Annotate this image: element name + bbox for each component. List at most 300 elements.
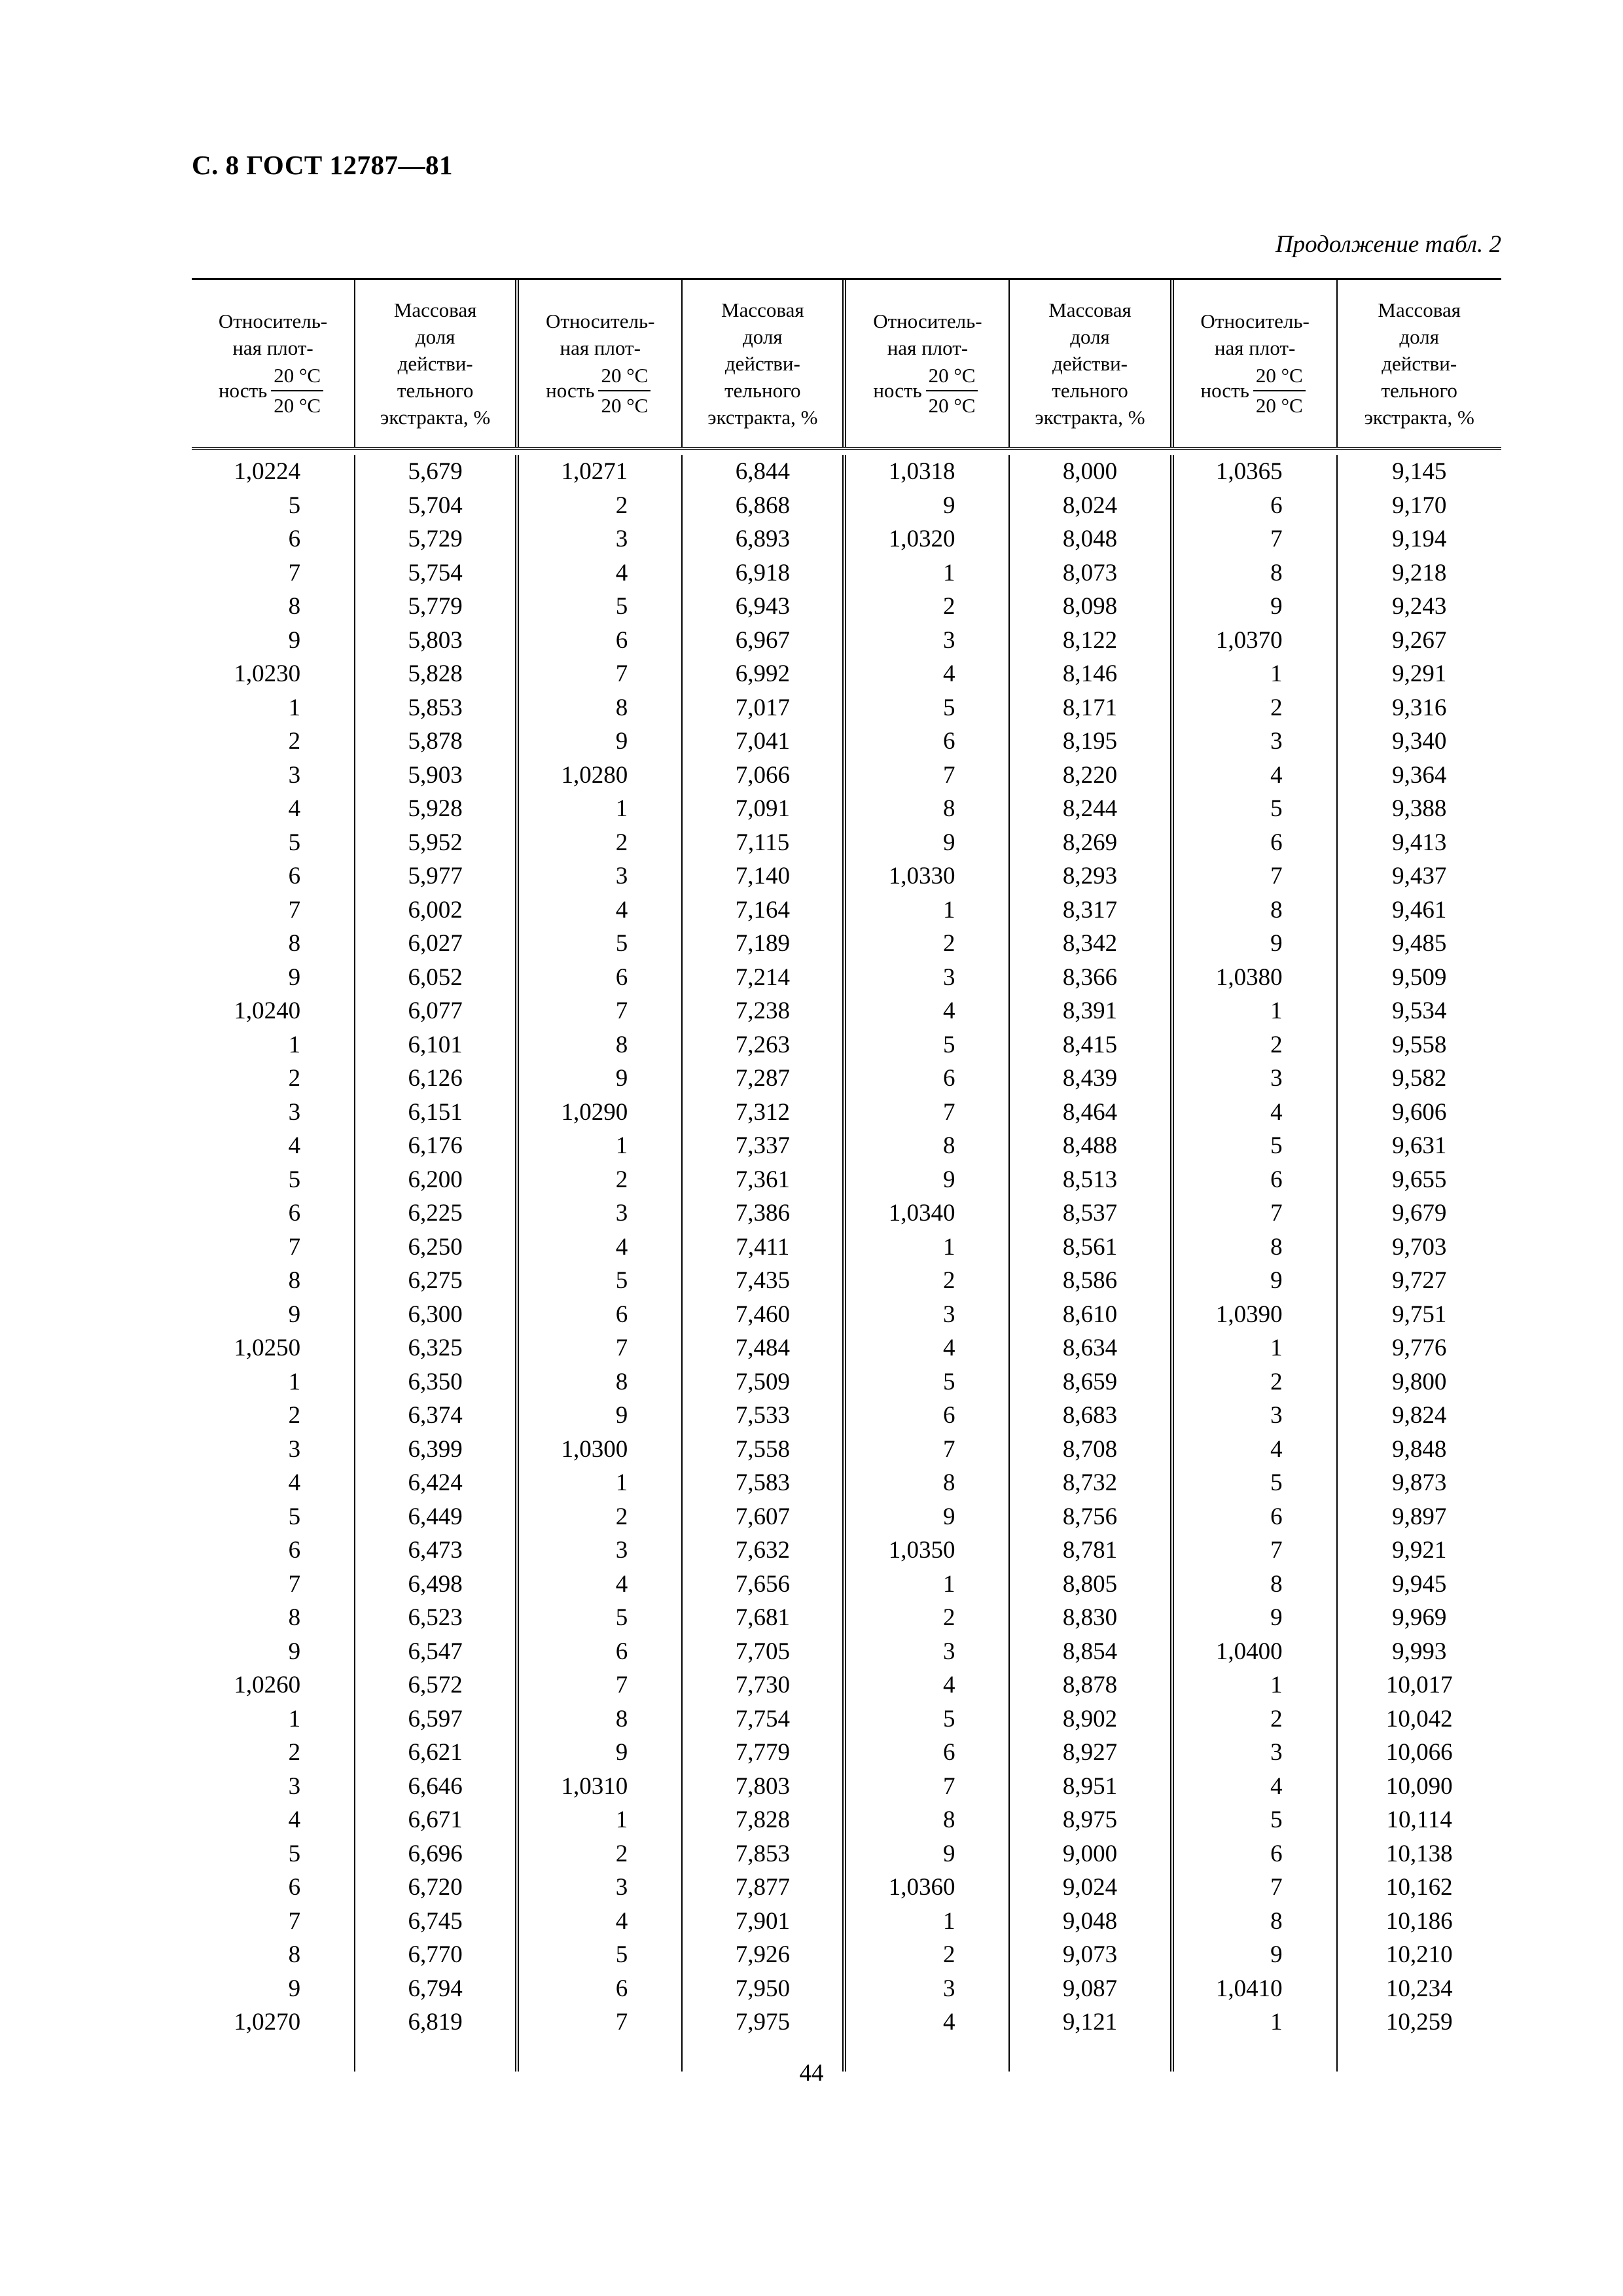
density-cell: 8 xyxy=(942,1132,955,1159)
density-cell: 8 xyxy=(1270,1570,1283,1598)
density-cell: 9 xyxy=(288,1300,301,1328)
density-cell: 3 xyxy=(1270,1739,1283,1766)
density-cell: 7 xyxy=(288,1233,301,1261)
extract-cell: 6,868 xyxy=(735,492,790,519)
extract-column xyxy=(1338,455,1501,2072)
density-cell: 4 xyxy=(288,1132,301,1159)
density-cell: 3 xyxy=(615,863,628,889)
density-header-line: ность xyxy=(1200,379,1249,402)
extract-cell: 6,399 xyxy=(408,1435,463,1463)
extract-cell: 8,708 xyxy=(1062,1435,1118,1463)
density-cell: 1,0360 xyxy=(888,1874,955,1901)
extract-cell: 6,597 xyxy=(408,1705,463,1732)
extract-cell: 8,830 xyxy=(1062,1604,1118,1631)
density-header-line: Относитель- xyxy=(218,309,328,332)
extract-header-text xyxy=(1035,296,1145,431)
extract-cell: 8,244 xyxy=(1062,795,1118,822)
density-cell: 3 xyxy=(288,1098,301,1126)
density-cell: 3 xyxy=(288,1435,301,1463)
extract-cell: 8,781 xyxy=(1062,1537,1118,1564)
extract-cell: 9,776 xyxy=(1392,1335,1447,1361)
density-cell: 6 xyxy=(288,1874,301,1901)
density-cell: 9 xyxy=(615,1739,628,1766)
density-cell: 7 xyxy=(615,2009,628,2036)
extract-cell: 10,259 xyxy=(1385,2009,1453,2036)
page-number: 44 xyxy=(799,2060,824,2087)
density-cell: 1,0400 xyxy=(1215,1638,1283,1665)
extract-cell: 6,027 xyxy=(408,930,463,957)
density-header-line: ная плот- xyxy=(887,336,969,359)
density-column-header xyxy=(1174,280,1338,447)
density-cell: 1,0320 xyxy=(888,526,955,552)
extract-cell: 7,950 xyxy=(735,1975,790,2002)
density-cell: 1,0390 xyxy=(1215,1300,1283,1328)
density-cell: 2 xyxy=(288,1402,301,1429)
extract-cell: 9,631 xyxy=(1392,1132,1447,1159)
extract-cell: 7,115 xyxy=(736,829,790,856)
density-cell: 6 xyxy=(1270,1166,1283,1193)
density-cell: 8 xyxy=(288,930,301,957)
extract-header-line: экстракта, % xyxy=(707,406,818,429)
density-cell: 4 xyxy=(942,2009,955,2036)
density-cell: 2 xyxy=(615,1166,628,1193)
extract-header-line: доля xyxy=(415,325,455,348)
density-cell: 3 xyxy=(942,963,955,991)
density-cell: 4 xyxy=(615,896,628,924)
extract-cell: 7,754 xyxy=(735,1705,790,1732)
density-cell: 9 xyxy=(942,492,955,519)
density-header-fraction-row xyxy=(219,361,323,420)
extract-cell: 9,316 xyxy=(1392,694,1447,721)
extract-cell: 9,000 xyxy=(1062,1840,1118,1867)
extract-cell: 7,779 xyxy=(735,1739,790,1766)
density-cell: 1,0280 xyxy=(561,761,628,789)
density-cell: 7 xyxy=(942,1435,955,1463)
density-cell: 5 xyxy=(615,930,628,957)
density-cell: 5 xyxy=(1270,1132,1283,1159)
extract-cell: 9,087 xyxy=(1062,1975,1118,2002)
extract-cell: 6,151 xyxy=(408,1098,463,1126)
extract-cell: 10,210 xyxy=(1385,1941,1453,1968)
extract-column-header xyxy=(1338,280,1501,447)
density-header-line: ная плот- xyxy=(1214,336,1296,359)
density-cell: 1,0318 xyxy=(888,458,955,485)
density-cell: 9 xyxy=(942,1840,955,1867)
density-cell: 1 xyxy=(288,694,301,721)
density-cell: 1 xyxy=(942,559,955,586)
extract-cell: 7,509 xyxy=(735,1368,790,1395)
extract-cell: 7,901 xyxy=(735,1907,790,1935)
extract-header-line: экстракта, % xyxy=(1035,406,1145,429)
density-cell: 1 xyxy=(615,1132,628,1159)
extract-cell: 10,138 xyxy=(1385,1840,1453,1867)
density-column xyxy=(192,455,355,2072)
extract-header-text xyxy=(1364,296,1474,431)
density-cell: 6 xyxy=(1270,1503,1283,1530)
density-cell: 7 xyxy=(288,1570,301,1598)
density-cell: 1 xyxy=(615,1469,628,1496)
density-cell: 4 xyxy=(942,1335,955,1361)
extract-column-header xyxy=(1010,280,1173,447)
extract-cell: 8,975 xyxy=(1062,1806,1118,1833)
density-cell: 5 xyxy=(615,1604,628,1631)
density-cell: 9 xyxy=(1270,930,1283,957)
extract-header-line: действи- xyxy=(397,352,473,375)
extract-cell: 8,439 xyxy=(1062,1065,1118,1092)
density-cell: 1,0260 xyxy=(234,1672,301,1698)
extract-cell: 7,705 xyxy=(735,1638,790,1665)
density-cell: 6 xyxy=(615,626,628,654)
table-continuation-label: Продолжение табл. 2 xyxy=(1275,231,1501,258)
density-cell: 1,0310 xyxy=(561,1772,628,1800)
density-cell: 4 xyxy=(615,1233,628,1261)
extract-column xyxy=(683,455,846,2072)
extract-cell: 9,145 xyxy=(1392,458,1447,485)
density-cell: 1,0410 xyxy=(1215,1975,1283,2002)
table-header-row xyxy=(192,280,1501,450)
extract-header-line: доля xyxy=(1399,325,1439,348)
density-cell: 7 xyxy=(1270,863,1283,889)
density-cell: 3 xyxy=(615,1537,628,1564)
extract-cell: 5,977 xyxy=(408,863,463,889)
extract-cell: 8,073 xyxy=(1062,559,1118,586)
density-cell: 6 xyxy=(942,728,955,755)
extract-cell: 8,195 xyxy=(1062,728,1118,755)
extract-cell: 9,509 xyxy=(1392,963,1447,991)
density-cell: 6 xyxy=(615,1638,628,1665)
extract-cell: 10,042 xyxy=(1385,1705,1453,1732)
extract-cell: 9,558 xyxy=(1392,1031,1447,1058)
extract-cell: 8,586 xyxy=(1062,1267,1118,1294)
extract-cell: 8,269 xyxy=(1062,829,1118,856)
extract-cell: 9,969 xyxy=(1392,1604,1447,1631)
extract-cell: 8,098 xyxy=(1062,593,1118,620)
extract-cell: 5,928 xyxy=(408,795,463,822)
extract-column xyxy=(355,455,519,2072)
density-cell: 1 xyxy=(942,1907,955,1935)
density-cell: 4 xyxy=(615,1570,628,1598)
extract-cell: 6,745 xyxy=(408,1907,463,1935)
density-cell: 7 xyxy=(1270,1537,1283,1564)
extract-cell: 10,186 xyxy=(1385,1907,1453,1935)
density-cell: 6 xyxy=(288,1537,301,1564)
extract-cell: 7,656 xyxy=(735,1570,790,1598)
density-cell: 8 xyxy=(615,1368,628,1395)
density-header-line: ность xyxy=(218,379,268,402)
density-cell: 1 xyxy=(615,795,628,822)
density-cell: 2 xyxy=(942,1604,955,1631)
density-cell: 4 xyxy=(942,1672,955,1698)
extract-cell: 7,533 xyxy=(735,1402,790,1429)
temperature-fraction xyxy=(598,361,651,420)
density-cell: 7 xyxy=(615,660,628,687)
extract-cell: 5,878 xyxy=(408,728,463,755)
extract-cell: 8,659 xyxy=(1062,1368,1118,1395)
density-cell: 3 xyxy=(1270,728,1283,755)
density-header-line: ная плот- xyxy=(232,336,313,359)
density-cell: 4 xyxy=(288,1469,301,1496)
extract-cell: 5,704 xyxy=(408,492,463,519)
extract-cell: 6,794 xyxy=(408,1975,463,2002)
density-cell: 7 xyxy=(288,559,301,586)
density-cell: 3 xyxy=(288,761,301,789)
density-cell: 1,0240 xyxy=(234,997,301,1024)
extract-header-line: Массовая xyxy=(721,298,804,321)
density-cell: 7 xyxy=(615,997,628,1024)
density-cell: 3 xyxy=(288,1772,301,1800)
density-cell: 1,0250 xyxy=(234,1335,301,1361)
extract-cell: 9,993 xyxy=(1392,1638,1447,1665)
density-cell: 3 xyxy=(615,526,628,552)
extract-cell: 9,024 xyxy=(1062,1874,1118,1901)
fraction-numerator: 20 °C xyxy=(598,361,651,391)
extract-cell: 8,366 xyxy=(1062,963,1118,991)
density-cell: 9 xyxy=(1270,1941,1283,1968)
extract-cell: 5,803 xyxy=(408,626,463,654)
density-cell: 2 xyxy=(615,492,628,519)
extract-cell: 6,770 xyxy=(408,1941,463,1968)
extract-cell: 9,945 xyxy=(1392,1570,1447,1598)
extract-header-line: действи- xyxy=(1382,352,1457,375)
density-cell: 9 xyxy=(1270,593,1283,620)
extract-cell: 9,897 xyxy=(1392,1503,1447,1530)
density-cell: 1 xyxy=(288,1031,301,1058)
density-cell: 1,0271 xyxy=(561,458,628,485)
density-column xyxy=(1174,455,1338,2072)
extract-cell: 6,819 xyxy=(408,2009,463,2036)
density-cell: 8 xyxy=(942,795,955,822)
extract-cell: 5,853 xyxy=(408,694,463,721)
density-cell: 8 xyxy=(615,1705,628,1732)
density-cell: 2 xyxy=(942,1941,955,1968)
extract-cell: 7,091 xyxy=(735,795,790,822)
density-column xyxy=(519,455,683,2072)
extract-cell: 6,498 xyxy=(408,1570,463,1598)
extract-header-line: действи- xyxy=(1052,352,1128,375)
fraction-numerator: 20 °C xyxy=(926,361,978,391)
density-cell: 8 xyxy=(615,1031,628,1058)
density-column-header xyxy=(846,280,1010,447)
extract-cell: 6,449 xyxy=(408,1503,463,1530)
extract-cell: 7,803 xyxy=(735,1772,790,1800)
extract-cell: 7,828 xyxy=(735,1806,790,1833)
extract-cell: 6,572 xyxy=(408,1672,463,1698)
extract-cell: 7,386 xyxy=(735,1200,790,1227)
extract-cell: 7,312 xyxy=(735,1098,790,1126)
extract-header-line: тельного xyxy=(1052,379,1128,402)
density-cell: 9 xyxy=(288,1638,301,1665)
extract-cell: 6,621 xyxy=(408,1739,463,1766)
extract-cell: 7,877 xyxy=(735,1874,790,1901)
extract-cell: 6,052 xyxy=(408,963,463,991)
extract-header-text xyxy=(380,296,490,431)
extract-cell: 9,073 xyxy=(1062,1941,1118,1968)
extract-cell: 9,873 xyxy=(1392,1469,1447,1496)
extract-cell: 7,017 xyxy=(735,694,790,721)
extract-cell: 8,464 xyxy=(1062,1098,1118,1126)
density-extract-table xyxy=(192,278,1501,2072)
density-cell: 9 xyxy=(615,728,628,755)
extract-cell: 7,361 xyxy=(735,1166,790,1193)
density-cell: 1,0370 xyxy=(1215,626,1283,654)
density-cell: 8 xyxy=(288,1941,301,1968)
density-cell: 2 xyxy=(288,1065,301,1092)
extract-cell: 6,275 xyxy=(408,1267,463,1294)
extract-cell: 7,411 xyxy=(736,1233,790,1261)
extract-cell: 8,342 xyxy=(1062,930,1118,957)
extract-cell: 6,473 xyxy=(408,1537,463,1564)
extract-cell: 6,893 xyxy=(735,526,790,552)
density-cell: 7 xyxy=(942,1098,955,1126)
density-cell: 8 xyxy=(615,694,628,721)
extract-cell: 7,926 xyxy=(735,1941,790,1968)
extract-header-line: действи- xyxy=(724,352,800,375)
extract-cell: 9,170 xyxy=(1392,492,1447,519)
table-body xyxy=(192,450,1501,2072)
density-cell: 2 xyxy=(615,1840,628,1867)
extract-cell: 8,488 xyxy=(1062,1132,1118,1159)
density-cell: 1,0350 xyxy=(888,1537,955,1564)
density-cell: 8 xyxy=(288,593,301,620)
extract-cell: 8,610 xyxy=(1062,1300,1118,1328)
density-cell: 2 xyxy=(615,829,628,856)
extract-column-header xyxy=(683,280,846,447)
fraction-denominator: 20 °C xyxy=(274,393,321,417)
density-cell: 1,0230 xyxy=(234,660,301,687)
density-cell: 8 xyxy=(1270,896,1283,924)
density-cell: 6 xyxy=(1270,829,1283,856)
extract-cell: 8,927 xyxy=(1062,1739,1118,1766)
density-cell: 7 xyxy=(942,761,955,789)
density-cell: 5 xyxy=(288,1503,301,1530)
extract-header-line: экстракта, % xyxy=(1364,406,1474,429)
density-cell: 4 xyxy=(1270,1772,1283,1800)
density-cell: 4 xyxy=(1270,761,1283,789)
density-cell: 9 xyxy=(288,1975,301,2002)
extract-cell: 7,632 xyxy=(735,1537,790,1564)
extract-cell: 9,340 xyxy=(1392,728,1447,755)
extract-cell: 9,800 xyxy=(1392,1368,1447,1395)
density-cell: 2 xyxy=(942,930,955,957)
extract-cell: 9,194 xyxy=(1392,526,1447,552)
density-cell: 7 xyxy=(615,1335,628,1361)
density-cell: 5 xyxy=(942,1031,955,1058)
extract-cell: 7,484 xyxy=(735,1335,790,1361)
extract-cell: 6,126 xyxy=(408,1065,463,1092)
extract-cell: 10,017 xyxy=(1385,1672,1453,1698)
extract-cell: 7,460 xyxy=(735,1300,790,1328)
extract-cell: 8,293 xyxy=(1062,863,1118,889)
density-cell: 1 xyxy=(1270,997,1283,1024)
density-cell: 8 xyxy=(942,1469,955,1496)
extract-cell: 8,513 xyxy=(1062,1166,1118,1193)
extract-cell: 5,729 xyxy=(408,526,463,552)
density-cell: 6 xyxy=(615,1300,628,1328)
density-cell: 2 xyxy=(1270,694,1283,721)
density-cell: 1 xyxy=(1270,660,1283,687)
extract-cell: 9,461 xyxy=(1392,896,1447,924)
density-cell: 3 xyxy=(942,1638,955,1665)
extract-cell: 9,485 xyxy=(1392,930,1447,957)
extract-cell: 10,162 xyxy=(1385,1874,1453,1901)
extract-cell: 7,730 xyxy=(735,1672,790,1698)
extract-cell: 10,114 xyxy=(1386,1806,1452,1833)
density-cell: 9 xyxy=(1270,1267,1283,1294)
density-cell: 6 xyxy=(942,1739,955,1766)
extract-cell: 6,101 xyxy=(408,1031,463,1058)
density-cell: 9 xyxy=(615,1065,628,1092)
extract-cell: 9,534 xyxy=(1392,997,1447,1024)
extract-cell: 9,703 xyxy=(1392,1233,1447,1261)
density-column xyxy=(846,455,1010,2072)
density-cell: 4 xyxy=(615,1907,628,1935)
extract-cell: 5,779 xyxy=(408,593,463,620)
density-cell: 6 xyxy=(288,863,301,889)
density-cell: 5 xyxy=(942,1368,955,1395)
extract-cell: 6,967 xyxy=(735,626,790,654)
extract-cell: 9,291 xyxy=(1392,660,1447,687)
density-cell: 2 xyxy=(288,1739,301,1766)
extract-cell: 9,364 xyxy=(1392,761,1447,789)
density-cell: 9 xyxy=(942,1166,955,1193)
density-header-fraction-row xyxy=(873,361,978,420)
extract-cell: 7,140 xyxy=(735,863,790,889)
extract-cell: 5,903 xyxy=(408,761,463,789)
extract-cell: 6,696 xyxy=(408,1840,463,1867)
density-cell: 9 xyxy=(1270,1604,1283,1631)
density-cell: 5 xyxy=(288,492,301,519)
extract-cell: 6,992 xyxy=(735,660,790,687)
extract-cell: 10,234 xyxy=(1385,1975,1453,2002)
extract-cell: 7,607 xyxy=(735,1503,790,1530)
density-cell: 9 xyxy=(942,1503,955,1530)
density-cell: 9 xyxy=(288,963,301,991)
extract-cell: 6,300 xyxy=(408,1300,463,1328)
density-cell: 1 xyxy=(942,896,955,924)
extract-cell: 6,002 xyxy=(408,896,463,924)
density-cell: 5 xyxy=(1270,1469,1283,1496)
density-cell: 8 xyxy=(288,1604,301,1631)
extract-cell: 8,024 xyxy=(1062,492,1118,519)
density-cell: 5 xyxy=(615,1267,628,1294)
density-cell: 3 xyxy=(942,626,955,654)
extract-cell: 7,583 xyxy=(735,1469,790,1496)
extract-cell: 8,391 xyxy=(1062,997,1118,1024)
extract-cell: 7,214 xyxy=(735,963,790,991)
density-cell: 6 xyxy=(615,963,628,991)
extract-cell: 8,634 xyxy=(1062,1335,1118,1361)
extract-cell: 9,655 xyxy=(1392,1166,1447,1193)
extract-cell: 8,732 xyxy=(1062,1469,1118,1496)
extract-cell: 9,218 xyxy=(1392,559,1447,586)
extract-cell: 8,171 xyxy=(1062,694,1118,721)
extract-cell: 8,317 xyxy=(1062,896,1118,924)
density-cell: 5 xyxy=(288,829,301,856)
extract-column-header xyxy=(355,280,519,447)
extract-cell: 7,853 xyxy=(735,1840,790,1867)
density-cell: 1 xyxy=(288,1368,301,1395)
density-column-header xyxy=(192,280,355,447)
page-header: С. 8 ГОСТ 12787—81 xyxy=(192,150,454,180)
extract-header-text xyxy=(707,296,817,431)
density-cell: 4 xyxy=(288,1806,301,1833)
density-cell: 3 xyxy=(615,1874,628,1901)
extract-header-line: тельного xyxy=(724,379,801,402)
extract-cell: 6,646 xyxy=(408,1772,463,1800)
temperature-fraction xyxy=(926,361,978,420)
extract-cell: 8,146 xyxy=(1062,660,1118,687)
density-cell: 9 xyxy=(615,1402,628,1429)
